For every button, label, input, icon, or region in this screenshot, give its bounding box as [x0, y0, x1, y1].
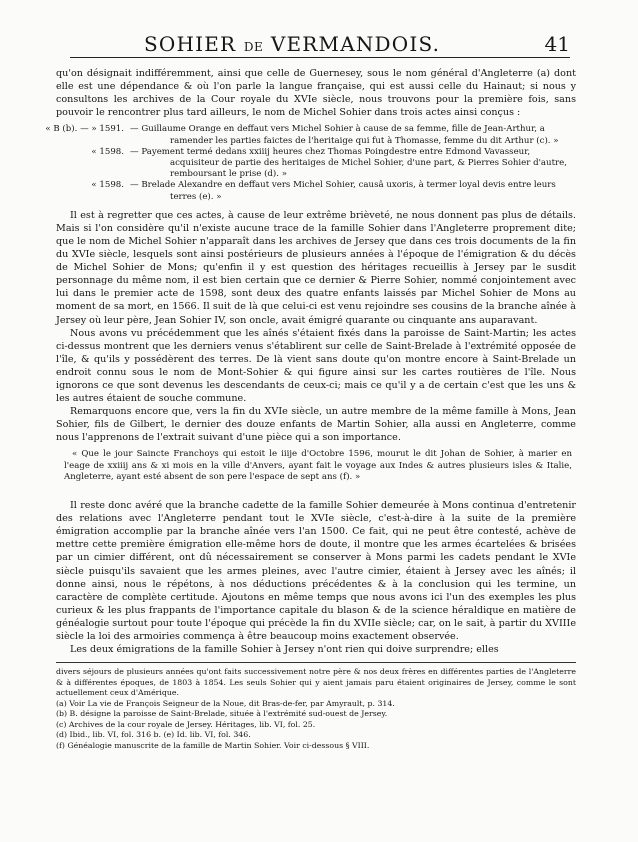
- running-title-place: VERMANDOIS.: [270, 32, 441, 56]
- act-text: — Brelade Alexandre en deffaut vers Michel Sohier, causâ uxoris, à termer loyal devis entre leurs terres (e). »: [130, 180, 556, 202]
- main-text: [45, 67, 576, 751]
- paragraph-2: Il est à regretter que ces actes, à cause de leur extrême brièveté, ne nous donnent pas plus de détails. Mais si l'on considère qu'il n'existe aucune trace de la famille Sohier dans l'Angleterre proprement dite; que le nom de Michel Sohier n'apparaît dans les archives de Jersey que dans ces trois documents de la fin du XVIe siècle, lesquels sont ainsi postérieurs de plusieurs années à l'époque de l'émigration & du décès de Michel Sohier de Mons; qu'enfin il y est question des héritages recueillis à Jersey par le susdit personnage du même nom, il est bien certain que ce dernier & Pierre Sohier, nommé conjointement avec lui dans le premier acte de 1598, sont deux des quatre enfants laissés par Michel Sohier de Mons au moment de sa mort, en 1566. Il suit de là que celui-ci est venu rejoindre ses cousins de la branche aînée à Jersey où leur père, Jean Sohier IV, son oncle, avait émigré quarante ou cinquante ans auparavant.: [56, 209, 576, 326]
- act-date: « 1598.: [91, 180, 124, 191]
- footnote-c: (c) Archives de la cour royale de Jersey. Héritages, lib. VI, fol. 25.: [56, 719, 316, 729]
- act-date: « 1598.: [91, 146, 124, 157]
- footnotes: [56, 667, 576, 751]
- running-title: [144, 32, 484, 56]
- genealogy-quote: « Que le jour Saincte Franchoys qui estoit le iiije d'Octobre 1596, mourut le dit Johan de Sohier, à marier en l'eage de xxiiij ans & xi mois en la ville d'Anvers, ayant fait le voyage aux Indes & autres plusieurs isles & Italie, Angleterre, ayant esté absent de son pere l'espace de sept ans (f). »: [64, 449, 572, 482]
- paragraph-4: Remarquons encore que, vers la fin du XVIe siècle, un autre membre de la même famille à Mons, Jean Sohier, fils de Gilbert, le dernier des douze enfants de Martin Sohier, alla aussi en Angleterre, comme nous l'apprenons de l'extrait suivant d'une pièce qui a son importance.: [56, 406, 576, 444]
- archive-acts: [45, 124, 576, 202]
- footnote-b: (b) B. désigne la paroisse de Saint-Brelade, située à l'extrémité sud-ouest de Jersey.: [56, 709, 388, 719]
- paragraph-3: Nous avons vu précédemment que les aînés s'étaient fixés dans la paroisse de Saint-Martin; les actes ci-dessus montrent que les derniers venus s'établirent sur celle de Saint-Brelade à l'extrémité opposée de l'île, & qu'ils y possédèrent des terres. De là vient sans doute qu'on montre encore à Saint-Brelade un endroit connu sous le nom de Mont-Sohier & qui figure ainsi sur les cartes routières de l'île. Nous ignorons ce que sont devenus les descendants de ceux-ci; mais ce qu'il y a de certain c'est que les uns & les autres étaient de souche commune.: [56, 327, 576, 405]
- act-text: — Payement termé dedans xxiiij heures chez Thomas Poingdestre entre Edmond Vavasseur, acquisiteur de partie des heritaiges de Michel Sohier, d'une part, & Pierres Sohier d'autre, remboursant le prise (d). »: [130, 146, 567, 180]
- paragraph-1: qu'on désignait indifféremment, ainsi que celle de Guernesey, sous le nom général d'Angleterre (a) dont elle est une dépendance & où l'on parle la langue française, qui est aussi celle du Hainaut; si nous y consultons les archives de la Cour royale du XVIe siècle, nous trouvons pour la première fois, sans pouvoir le rencontrer plus tard ailleurs, le nom de Michel Sohier dans trois actes ainsi conçus :: [56, 68, 576, 119]
- act-text: — Guillaume Orange en deffaut vers Michel Sohier à cause de sa femme, fille de Jean-Arthur, a ramender les parties faictes de l'heritaige qui fut à Thomasse, femme du dit Arthur (c). »: [130, 124, 559, 146]
- header-rule: [70, 57, 570, 58]
- paragraph-6: Les deux émigrations de la famille Sohier à Jersey n'ont rien qui doive surprendre; elles: [70, 644, 499, 656]
- footnote-a: (a) Voir La vie de François Seigneur de la Noue, dit Bras-de-fer, par Amyrault, p. 314.: [56, 698, 395, 708]
- footnote-f: (f) Généalogie manuscrite de la famille de Martin Sohier. Voir ci-dessous § VIII.: [56, 740, 370, 750]
- footnote-d-e: (d) Ibid., lib. VI, fol. 316 b. (e) Id. lib. VI, fol. 346.: [56, 730, 251, 740]
- paragraph-5: Il reste donc avéré que la branche cadette de la famille Sohier demeurée à Mons continua d'entretenir des relations avec l'Angleterre pendant tout le XVIe siècle, c'est-à-dire à la suite de la première émigration accomplie par la branche aînée vers l'an 1500. Ce fait, qui ne peut être contesté, achève de mettre cette première émigration elle-même hors de doute, il montre que les armes écartelées & brisées par un cimier différent, ont dû nécessairement se conserver à Mons parmi les cadets pendant le XVIe siècle puisqu'ils savaient que les armes pleines, avec l'autre cimier, étaient à Jersey avec les aînés; il donne ainsi, nous le répétons, à nos déductions précédentes & à la conclusion qui les termine, un caractère de complète certitude. Ajoutons en même temps que nous avons ici l'un des exemples les plus curieux & les plus frappants de l'importance capitale du blason & de la science héraldique en matière de généalogie surtout pour toute l'époque qui précède la fin du XVIIe siècle; car, on le sait, à partir du XVIIIe siècle la loi des armoiries commença à être beaucoup moins exactement observée.: [56, 500, 576, 643]
- spacer: [56, 489, 576, 499]
- archive-act-3: [56, 180, 576, 202]
- footnote-rule: [56, 662, 576, 663]
- running-title-particle: DE: [243, 40, 264, 54]
- act-date: « B (b). — » 1591.: [45, 124, 124, 135]
- running-header: [70, 32, 570, 58]
- page-number: 41: [544, 32, 570, 56]
- footnote-continuation: divers séjours de plusieurs années qu'ont faits successivement notre père & nos deux frères en différentes parties de l'Angleterre & à différentes époques, de 1803 à 1854. Les seuls Sohier qui y aient jamais paru étaient originaires de Jersey, comme le sont actuellement ceux d'Amérique.: [56, 667, 576, 698]
- archive-act-1: [45, 124, 576, 146]
- archive-act-2: [56, 147, 576, 181]
- running-title-name: SOHIER: [144, 32, 237, 56]
